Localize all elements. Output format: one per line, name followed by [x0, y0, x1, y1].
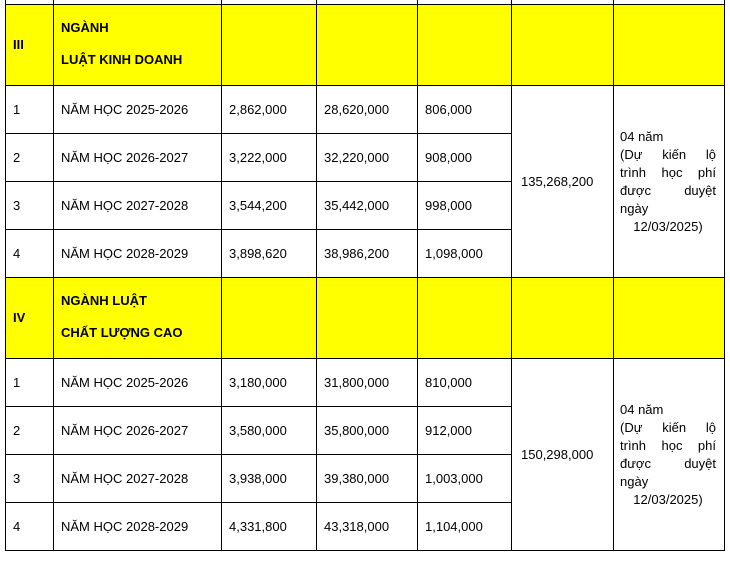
school-year: NĂM HỌC 2025-2026 — [54, 359, 222, 407]
fee-col-b: 43,318,000 — [317, 503, 418, 551]
fee-col-c: 1,104,000 — [418, 503, 512, 551]
note-line2 — [620, 419, 716, 437]
fee-col-c: 912,000 — [418, 407, 512, 455]
school-year: NĂM HỌC 2027-2028 — [54, 182, 222, 230]
school-year: NĂM HỌC 2025-2026 — [54, 86, 222, 134]
note-word: kiến — [662, 419, 687, 435]
section-number: IV — [6, 278, 54, 359]
fee-col-a: 3,180,000 — [222, 359, 317, 407]
fee-col-c: 1,003,000 — [418, 455, 512, 503]
note-word: (Dự — [620, 146, 643, 162]
note-line2 — [620, 146, 716, 164]
fee-col-a: 3,580,000 — [222, 407, 317, 455]
fee-col-b: 38,986,200 — [317, 230, 418, 278]
note-word: trình — [620, 164, 647, 180]
row-number: 3 — [6, 182, 54, 230]
duration-note — [614, 359, 725, 551]
note-line3 — [620, 437, 716, 455]
note-line4 — [620, 455, 716, 473]
note-word: được — [620, 182, 651, 198]
section-total: 135,268,200 — [512, 86, 614, 278]
fee-col-a: 3,898,620 — [222, 230, 317, 278]
section-total: 150,298,000 — [512, 359, 614, 551]
section-title — [54, 5, 222, 86]
note-word: kiến — [662, 146, 687, 162]
fee-col-a: 3,222,000 — [222, 134, 317, 182]
section-title-line1: NGÀNH LUẬT — [61, 293, 147, 308]
note-word: duyệt — [684, 182, 716, 198]
note-line5: ngày — [620, 200, 649, 216]
duration-note — [614, 86, 725, 278]
table-row — [6, 359, 725, 407]
fee-col-b: 32,220,000 — [317, 134, 418, 182]
note-line6: 12/03/2025) — [633, 218, 703, 234]
school-year: NĂM HỌC 2026-2027 — [54, 407, 222, 455]
fee-col-b: 35,800,000 — [317, 407, 418, 455]
fee-col-c: 810,000 — [418, 359, 512, 407]
fee-col-a: 4,331,800 — [222, 503, 317, 551]
note-word: được — [620, 455, 651, 471]
note-word: học — [661, 164, 683, 180]
note-word: duyệt — [684, 455, 716, 471]
note-line1: 04 năm — [620, 128, 664, 144]
row-number: 4 — [6, 230, 54, 278]
fee-col-c: 1,098,000 — [418, 230, 512, 278]
note-line6: 12/03/2025) — [633, 491, 703, 507]
note-word: lộ — [705, 419, 716, 435]
fee-col-b: 35,442,000 — [317, 182, 418, 230]
fee-col-c: 998,000 — [418, 182, 512, 230]
note-word: phí — [697, 164, 716, 180]
row-number: 1 — [6, 86, 54, 134]
table-row — [6, 86, 725, 134]
note-word: lộ — [705, 146, 716, 162]
row-number: 1 — [6, 359, 54, 407]
fee-col-b: 28,620,000 — [317, 86, 418, 134]
section-title — [54, 278, 222, 359]
fee-col-b: 39,380,000 — [317, 455, 418, 503]
note-line3 — [620, 164, 716, 182]
section-title-line2: LUẬT KINH DOANH — [61, 52, 183, 67]
section-title-line1: NGÀNH — [61, 20, 109, 35]
fee-col-a: 3,938,000 — [222, 455, 317, 503]
note-word: phí — [697, 437, 716, 453]
row-number: 2 — [6, 407, 54, 455]
fee-col-a: 2,862,000 — [222, 86, 317, 134]
section-number: III — [6, 5, 54, 86]
school-year: NĂM HỌC 2027-2028 — [54, 455, 222, 503]
fee-col-c: 908,000 — [418, 134, 512, 182]
school-year: NĂM HỌC 2028-2029 — [54, 503, 222, 551]
fee-col-b: 31,800,000 — [317, 359, 418, 407]
note-word: trình — [620, 437, 647, 453]
row-number: 4 — [6, 503, 54, 551]
section-header-row — [6, 278, 725, 359]
school-year: NĂM HỌC 2026-2027 — [54, 134, 222, 182]
school-year: NĂM HỌC 2028-2029 — [54, 230, 222, 278]
row-number: 2 — [6, 134, 54, 182]
section-header-row — [6, 5, 725, 86]
section-title-line2: CHẤT LƯỢNG CAO — [61, 325, 183, 340]
tuition-table — [5, 0, 725, 551]
note-line4 — [620, 182, 716, 200]
note-word: học — [661, 437, 683, 453]
note-line1: 04 năm — [620, 401, 664, 417]
fee-col-c: 806,000 — [418, 86, 512, 134]
row-number: 3 — [6, 455, 54, 503]
note-line5: ngày — [620, 473, 649, 489]
fee-col-a: 3,544,200 — [222, 182, 317, 230]
note-word: (Dự — [620, 419, 643, 435]
